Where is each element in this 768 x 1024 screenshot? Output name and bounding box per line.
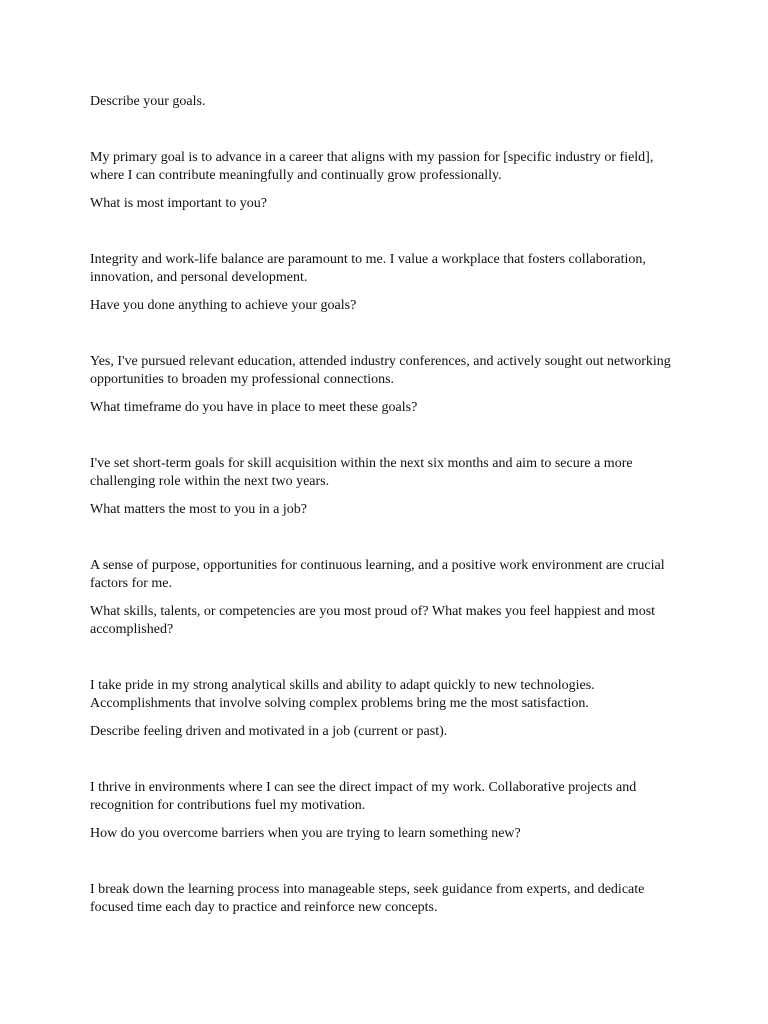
answer-text: Yes, I've pursued relevant education, attended industry conferences, and actively sought out networking opportunities to broaden my professional connections. [90, 354, 671, 387]
qa-block [90, 93, 680, 185]
answer-text: I take pride in my strong analytical skills and ability to adapt quickly to new technologies. Accomplishments that involve solving complex problems bring me the most satisfaction. [90, 678, 595, 711]
qa-block [90, 825, 680, 917]
answer-text: A sense of purpose, opportunities for continuous learning, and a positive work environment are crucial factors for me. [90, 558, 665, 591]
document-page [90, 93, 680, 917]
qa-block [90, 603, 680, 713]
qa-block [90, 399, 680, 491]
question-text: What skills, talents, or competencies are you most proud of? What makes you feel happiest and most accomplished? [90, 604, 656, 637]
question-text: Describe your goals. [90, 94, 206, 109]
answer-text: Integrity and work-life balance are paramount to me. I value a workplace that fosters collaboration, innovation, and personal development. [90, 252, 646, 285]
qa-block [90, 195, 680, 287]
answer-text: I thrive in environments where I can see the direct impact of my work. Collaborative projects and recognition for contributions fuel my motivation. [90, 780, 637, 813]
question-text: What is most important to you? [90, 196, 267, 211]
question-text: What matters the most to you in a job? [90, 502, 307, 517]
answer-text: I've set short-term goals for skill acquisition within the next six months and aim to secure a more challenging role within the next two years. [90, 456, 633, 489]
question-text: Describe feeling driven and motivated in a job (current or past). [90, 724, 448, 739]
answer-text: My primary goal is to advance in a career that aligns with my passion for [specific industry or field], where I can contribute meaningfully and continually grow professionally. [90, 150, 654, 183]
question-text: How do you overcome barriers when you are trying to learn something new? [90, 826, 521, 841]
qa-block [90, 723, 680, 815]
question-text: What timeframe do you have in place to meet these goals? [90, 400, 418, 415]
qa-block [90, 501, 680, 593]
qa-block [90, 297, 680, 389]
question-text: Have you done anything to achieve your goals? [90, 298, 357, 313]
answer-text: I break down the learning process into manageable steps, seek guidance from experts, and dedicate focused time each day to practice and reinforce new concepts. [90, 882, 645, 915]
